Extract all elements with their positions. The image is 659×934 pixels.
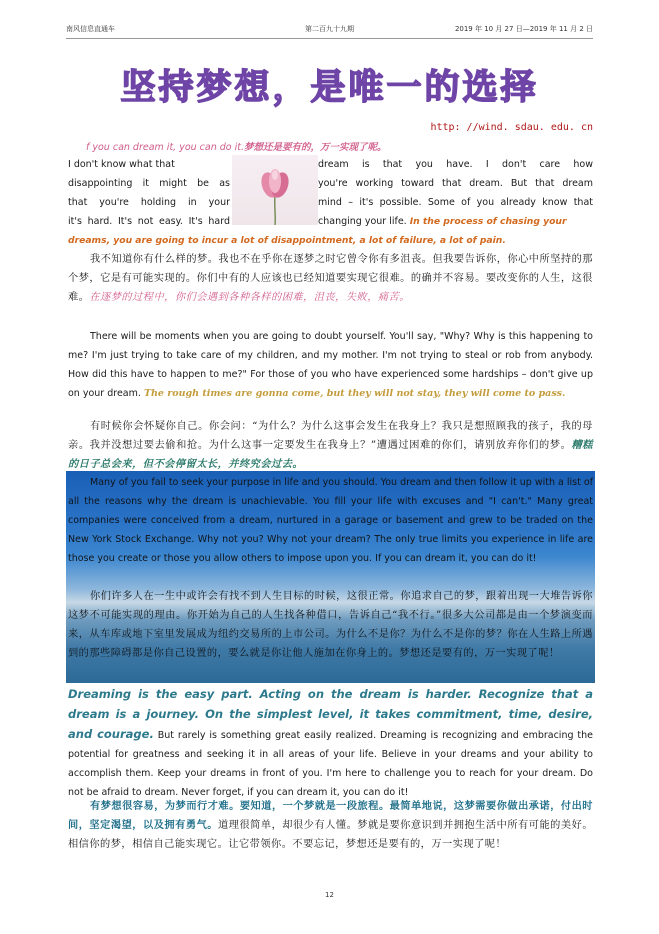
p1-line4-text: changing your life.: [318, 216, 407, 227]
intro-chinese: 梦想还是要有的，万一实现了呢。: [244, 142, 387, 153]
intro-english: f you can dream it, you can do it.: [86, 142, 245, 153]
page-title: 坚持梦想，是唯一的选择: [120, 68, 539, 108]
paragraph-3: [68, 327, 593, 403]
p8-highlight: 有梦想很容易，为梦而行才难。要知道，一个梦就是一段旅程。最简单地说，这梦需要你做出承诺，付出时间，坚定渴望，以及拥有勇气。: [68, 800, 593, 831]
site-url[interactable]: http: //wind. sdau. edu. cn: [430, 122, 593, 133]
p2-highlight: 在逐梦的过程中，你们会遇到各种各样的困难，沮丧，失败，痛苦。: [89, 292, 410, 303]
header-issue-number: 第二百九十九期: [305, 25, 354, 33]
paragraph-4: [68, 417, 593, 474]
page-number: 12: [325, 891, 334, 899]
p1-highlight-end: dreams, you are going to incur a lot of disappointment, a lot of failure, a lot of pain.: [68, 235, 506, 246]
p4-text: 有时候你会怀疑你自己。你会问：“为什么？为什么这事会发生在我身上？我只是想照顾我的孩子，我的母亲。我并没想过要去偷和抢。为什么这事一定要发生在我身上？”遭遇过困难的你们，请别放弃你们的梦。: [68, 421, 593, 451]
paragraph-8: [68, 797, 593, 854]
p8-text: 道理很简单，却很少有人懂。梦就是要你意识到并拥抱生活中所有可能的美好。相信你的梦，相信自己能实现它。让它带领你。不要忘记，梦想还是要有的，万一实现了呢！: [68, 820, 594, 850]
p1-line3-left: that you're holding in your: [68, 197, 230, 208]
p3-highlight: The rough times are gonna come, but they will not stay, they will come to pass.: [143, 388, 566, 399]
paragraph-6: 你们许多人在一生中或许会有找不到人生目标的时候，这很正常。你追求自己的梦，跟着出现一大堆告诉你这梦不可能实现的理由。你开始为自己的人生找各种借口，告诉自己“我不行。”很多大公司都是由一个梦演变而来，从车库或地下室里发展成为纽约交易所的上市公司。为什么不是你？为什么不是你的梦？你在人生路上所遇到的那些障碍都是你自己设置的，要么就是你让他人施加在你身上的。梦想还是要有的，万一实现了呢！: [68, 591, 593, 659]
paragraph-1: [68, 155, 593, 250]
paragraph-5: Many of you fail to seek your purpose in life and you should. You dream and then follow it up with a list of all the reasons why the dream is unachievable. You fill your life with excuses and "I can't." Many great companies were conceived from a dream, nurtured in a garage or basement and grew to be traded on the New York Stock Exchange. Why not you? Why not your dream? The only true limits you experience in life are those you create or those you allow others to impose upon you. If you can dream it, you can do it!: [68, 477, 593, 564]
p1-line4-right: [318, 212, 593, 231]
p2-text: 我不知道你有什么样的梦。我也不在乎你在逐梦之时它曾令你有多沮丧。但我要告诉你，你心中所坚持的那个梦，它是有可能实现的。你们中有的人应该也已经知道要实现它很难。的确并不容易。要改变你的人生，这很难。: [68, 254, 593, 303]
header-divider: [66, 38, 593, 39]
p1-line3-right: mind – it's possible. Some of you already know that: [318, 197, 593, 208]
header-publication-name: 南风信息直通车: [66, 25, 115, 33]
p7-highlight: Dreaming is the easy part. Acting on the dream is harder. Recognize that a dream is a journey. On the simplest level, it takes commitment, time, desire, and courage.: [68, 687, 593, 741]
p1-line1-right: dream is that you have. I don't care how: [318, 159, 593, 170]
p3-text: There will be moments when you are going to doubt yourself. You'll say, "Why? Why is this happening to me? I'm just trying to take care of my children, and my mother. I'm not trying to steal or rob from anybody. How did this have to happen to me?" For those of you who have experienced some hardships – don't give up on your dream.: [68, 331, 593, 399]
p1-line2-left: disappointing it might be as: [68, 178, 230, 189]
paragraph-7: [68, 685, 593, 802]
p1-line1-left: I don't know what that: [68, 159, 175, 170]
p4-highlight: 糟糕的日子总会来，但不会停留太长，并终究会过去。: [68, 439, 593, 470]
p1-line4-left: it's hard. It's not easy. It's hard: [68, 216, 230, 227]
p1-line2-right: you're working toward that dream. But that dream: [318, 178, 593, 189]
p1-highlight-start: In the process of chasing your: [409, 216, 567, 227]
header-date-range: 2019 年 10 月 27 日—2019 年 11 月 2 日: [454, 25, 593, 33]
p7-text: But rarely is something great easily realized. Dreaming is recognizing and embracing the potential for greatness and seeking it in all areas of your life. Believe in your dreams and your ability to accomplish them. Keep your dreams in front of you. I'm here to challenge you to reach for your dream. Do not be afraid to dream. Never forget, if you can dream it, you can do it!: [68, 730, 593, 798]
paragraph-2: [68, 250, 593, 307]
